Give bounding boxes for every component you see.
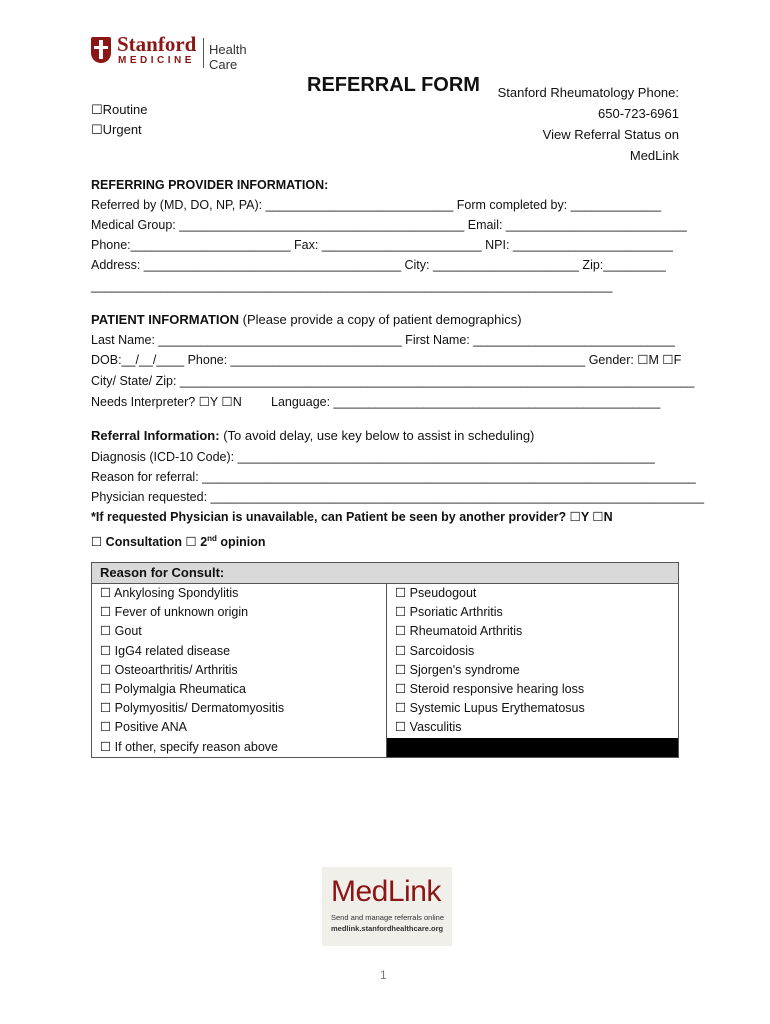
provider-line-phone[interactable]: Phone:_______________________ Fax: _______________________ NPI: _______________________ xyxy=(91,238,673,252)
patient-line-language[interactable]: Language: _______________________________________________ xyxy=(271,395,661,409)
referral-line-physician[interactable]: Physician requested: _______________________________________________________________________ xyxy=(91,490,705,504)
consultation-options[interactable] xyxy=(91,531,266,550)
consult-option[interactable]: ☐ Ankylosing Spondylitis xyxy=(100,586,239,600)
contact-block xyxy=(498,82,679,166)
contact-line: MedLink xyxy=(629,148,679,163)
patient-line-city[interactable]: City/ State/ Zip: __________________________________________________________________________ xyxy=(91,374,695,388)
consult-right-column xyxy=(387,584,679,758)
consult-option[interactable]: ☐ Gout xyxy=(100,624,142,639)
consult-option[interactable]: ☐ If other, specify reason above xyxy=(100,739,278,754)
stanford-shield-icon xyxy=(91,37,111,63)
provider-line-address-cont[interactable]: ___________________________________________________________________________ xyxy=(91,279,613,293)
patient-line-interpreter[interactable]: Needs Interpreter? ☐Y ☐N xyxy=(91,395,242,409)
routine-checkbox[interactable]: ☐Routine xyxy=(91,102,148,117)
patient-heading-bold: PATIENT INFORMATION xyxy=(91,312,240,327)
referral-line-diagnosis[interactable]: Diagnosis (ICD-10 Code): ____________________________________________________________ xyxy=(91,450,655,464)
form-title: REFERRAL FORM xyxy=(307,74,480,96)
referral-heading xyxy=(91,428,534,444)
consult-option[interactable]: ☐ IgG4 related disease xyxy=(100,643,231,658)
patient-line-dob[interactable]: DOB:__/__/____ Phone: ___________________________________________________ Gender: ☐M ☐F xyxy=(91,353,682,367)
consult-option[interactable]: ☐ Polymyositis/ Dermatomyositis xyxy=(100,701,285,716)
provider-line-address[interactable]: Address: _____________________________________ City: _____________________ Zip:_________ xyxy=(91,258,666,272)
logo-divider xyxy=(203,38,204,68)
provider-line-referred-by[interactable]: Referred by (MD, DO, NP, PA): ___________________________ Form completed by: _____________ xyxy=(91,198,662,212)
patient-line-name[interactable]: Last Name: ___________________________________ First Name: _____________________________ xyxy=(91,333,675,347)
opinion-text: opinion xyxy=(216,535,266,550)
consult-option[interactable]: ☐ Psoriatic Arthritis xyxy=(395,605,503,620)
medlink-subtitle: Send and manage referrals online xyxy=(331,913,444,922)
contact-line: View Referral Status on xyxy=(542,127,679,142)
contact-line: Stanford Rheumatology Phone: xyxy=(497,85,679,100)
logo-health-care-text: Health Care xyxy=(209,42,247,72)
medlink-url: medlink.stanfordhealthcare.org xyxy=(331,924,444,933)
consult-option[interactable]: ☐ Sjorgen's syndrome xyxy=(395,662,520,677)
contact-phone: 650-723-6961 xyxy=(598,106,679,121)
logo-medicine-text: MEDICINE xyxy=(118,55,195,66)
urgent-checkbox[interactable]: ☐Urgent xyxy=(91,122,142,137)
consult-option[interactable]: ☐ Vasculitis xyxy=(395,720,462,735)
provider-line-medical-group[interactable]: Medical Group: _________________________________________ Email: __________________________ xyxy=(91,218,687,232)
consult-option[interactable]: ☐ Osteoarthritis/ Arthritis xyxy=(100,662,238,677)
consult-option[interactable]: ☐ Polymalgia Rheumatica xyxy=(100,682,246,697)
consult-option[interactable]: ☐ Pseudogout xyxy=(395,586,477,600)
medlink-title: MedLink xyxy=(331,875,441,908)
consult-left-column xyxy=(92,584,387,758)
referral-heading-note: (To avoid delay, use key below to assist in scheduling) xyxy=(219,428,535,443)
consult-option[interactable]: ☐ Positive ANA xyxy=(100,720,187,735)
provider-heading: REFERRING PROVIDER INFORMATION: xyxy=(91,178,329,192)
consult-option[interactable]: ☐ Systemic Lupus Erythematosus xyxy=(395,701,585,716)
patient-heading-note: (Please provide a copy of patient demographics) xyxy=(239,312,522,327)
medlink-logo xyxy=(322,867,452,946)
blacked-out-cell xyxy=(387,738,678,757)
page-number: 1 xyxy=(380,968,387,982)
logo-stanford-text: Stanford xyxy=(117,32,197,56)
patient-heading xyxy=(91,312,522,328)
consult-option[interactable]: ☐ Sarcoidosis xyxy=(395,643,475,658)
consult-option[interactable]: ☐ Fever of unknown origin xyxy=(100,605,249,620)
reason-for-consult-table xyxy=(91,562,679,758)
referral-line-reason[interactable]: Reason for referral: _______________________________________________________________________ xyxy=(91,470,696,484)
consult-option[interactable]: ☐ Steroid responsive hearing loss xyxy=(395,682,585,697)
reason-for-consult-header: Reason for Consult: xyxy=(92,563,679,584)
referral-line-alternate-provider[interactable]: *If requested Physician is unavailable, can Patient be seen by another provider? ☐Y ☐N xyxy=(91,510,613,524)
consult-option[interactable]: ☐ Rheumatoid Arthritis xyxy=(395,624,523,639)
ordinal-suffix: nd xyxy=(207,534,217,543)
referral-heading-bold: Referral Information: xyxy=(91,428,220,443)
consultation-text: ☐ Consultation ☐ 2 xyxy=(91,535,208,550)
